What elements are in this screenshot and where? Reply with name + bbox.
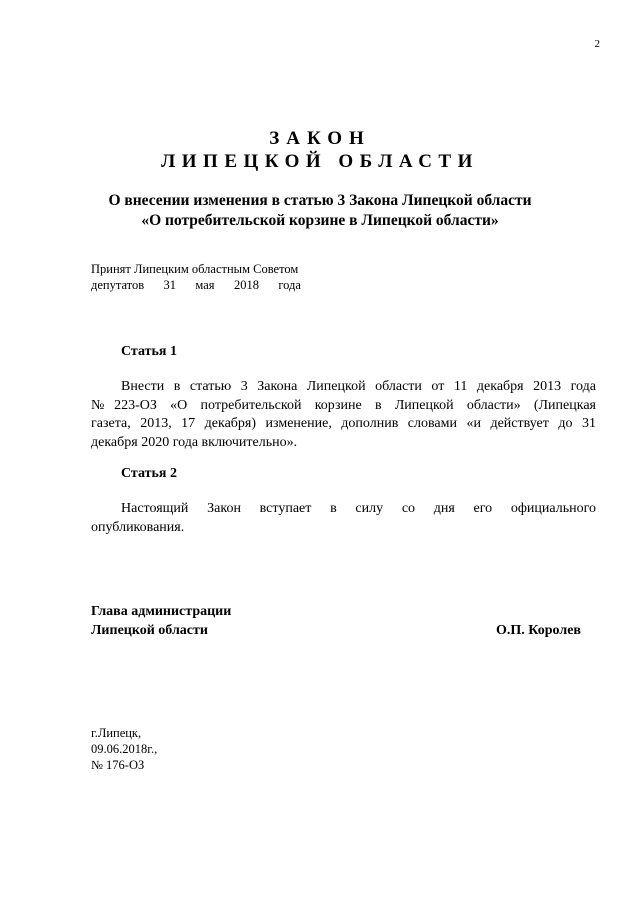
article-1-line: газета, 2013, 17 декабря) изменение, дополнив словами «и действует до 31 bbox=[91, 416, 596, 431]
signatory-position-line1: Глава администрации bbox=[91, 604, 232, 619]
article-1-line: №223-ОЗ «О потребительской корзине в Липецкой области» (Липецкая bbox=[91, 397, 596, 413]
page-number: 2 bbox=[594, 38, 600, 50]
article-1-line: Внести в статью 3 Закона Липецкой области от 11 декабря 2013 года bbox=[121, 379, 596, 394]
article-2-text bbox=[91, 500, 596, 537]
signatory-position-line2: Липецкой области bbox=[91, 623, 208, 638]
law-subject-line1: О внесении изменения в статью 3 Закона Липецкой области bbox=[108, 192, 532, 209]
footer-number: № 176-ОЗ bbox=[91, 758, 145, 772]
footer-date: 09.06.2018г., bbox=[91, 742, 158, 756]
adoption-year: 2018 bbox=[233, 278, 259, 292]
adoption-day: 31 bbox=[163, 278, 177, 292]
article-2-title: Статья 2 bbox=[121, 466, 177, 481]
law-subject-line2: «О потребительской корзине в Липецкой области» bbox=[141, 212, 499, 229]
article-1-line: декабря 2020 года включительно». bbox=[91, 434, 298, 450]
article-1-text bbox=[91, 378, 596, 452]
signatory-name: О.П. Королев bbox=[496, 623, 581, 638]
adoption-line1: Принят Липецким областным Советом bbox=[91, 262, 299, 276]
footer-place: г.Липецк, bbox=[91, 726, 142, 740]
article-2-line: Настоящий Закон вступает в силу со дня его официального bbox=[121, 501, 596, 516]
adoption-word: депутатов bbox=[91, 278, 145, 292]
law-title: ЗАКОН bbox=[269, 128, 371, 149]
law-region: ЛИПЕЦКОЙ ОБЛАСТИ bbox=[161, 151, 479, 172]
article-1-title: Статья 1 bbox=[121, 344, 177, 359]
adoption-date-line bbox=[91, 278, 301, 293]
article-2-line: опубликования. bbox=[91, 519, 185, 535]
adoption-month: мая bbox=[195, 278, 215, 292]
adoption-year-word: года bbox=[278, 278, 301, 292]
